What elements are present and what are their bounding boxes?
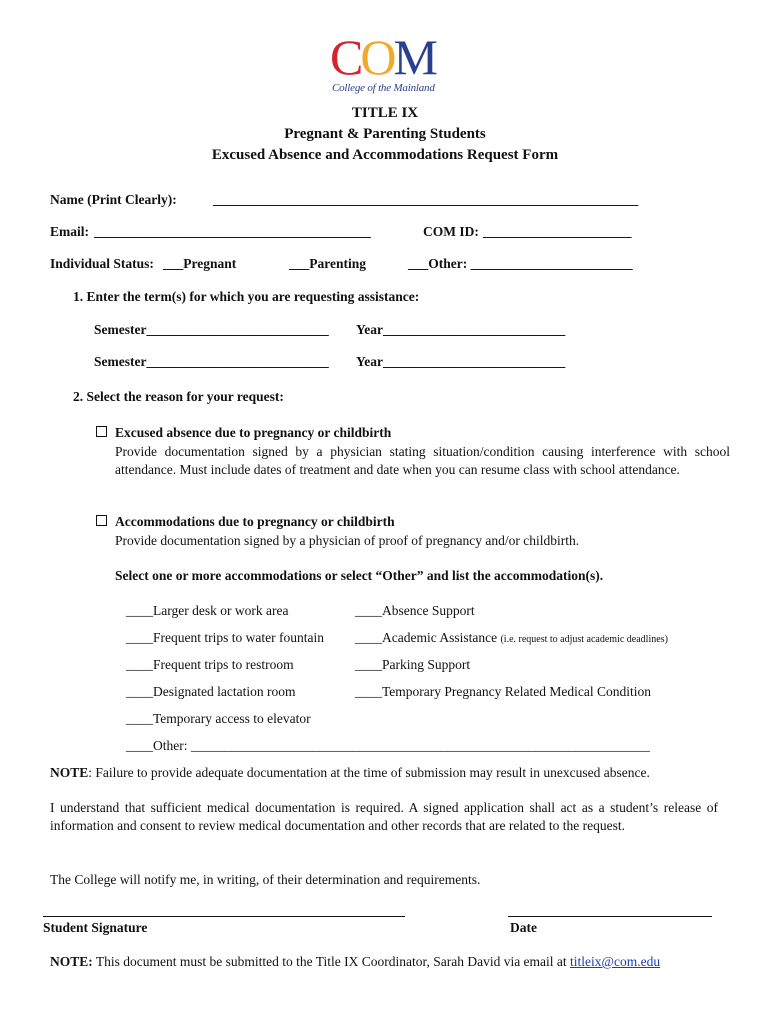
signature-line[interactable] bbox=[43, 916, 405, 917]
college-logo: COM College of the Mainland bbox=[330, 29, 435, 94]
semester-field-2[interactable]: Semester___________________________ bbox=[94, 354, 329, 369]
title-line-2: Pregnant & Parenting Students bbox=[284, 126, 486, 142]
accom-parking-support[interactable]: ____Parking Support bbox=[355, 657, 471, 672]
academic-note: (i.e. request to adjust academic deadlines) bbox=[500, 634, 668, 645]
status-pregnant[interactable]: ___Pregnant bbox=[163, 256, 237, 271]
year-field-2[interactable]: Year___________________________ bbox=[356, 354, 566, 369]
accom-elevator[interactable]: ____Temporary access to elevator bbox=[126, 711, 311, 726]
checkbox-icon[interactable] bbox=[96, 426, 107, 437]
accom-larger-desk[interactable]: ____Larger desk or work area bbox=[126, 603, 289, 618]
name-field[interactable]: _______________________________________________________________ bbox=[213, 192, 639, 207]
email-field[interactable]: _________________________________________ bbox=[94, 224, 371, 239]
question-1: 1. Enter the term(s) for which you are requesting assistance: bbox=[73, 289, 420, 304]
semester-field-1[interactable]: Semester___________________________ bbox=[94, 322, 329, 337]
title-line-1: TITLE IX bbox=[351, 105, 419, 121]
note-submission: NOTE: This document must be submitted to the Title IX Coordinator, Sarah David via email at titleix@com.edu bbox=[50, 954, 661, 969]
accom-academic-assistance[interactable]: ____Academic Assistance (i.e. request to adjust academic deadlines) bbox=[355, 630, 668, 645]
com-id-label: COM ID: bbox=[423, 224, 479, 239]
accommodations-intro: Select one or more accommodations or select “Other” and list the accommodation(s). bbox=[115, 568, 604, 583]
notification-statement: The College will notify me, in writing, of their determination and requirements. bbox=[50, 872, 481, 887]
question-2: 2. Select the reason for your request: bbox=[73, 389, 284, 404]
accom-other-field[interactable]: ____Other: ____________________________________________________________________ bbox=[126, 738, 650, 753]
option-accommodations-desc: Provide documentation signed by a physician of proof of pregnancy and/or childbirth. bbox=[115, 533, 580, 548]
accom-restroom[interactable]: ____Frequent trips to restroom bbox=[126, 657, 294, 672]
accom-lactation-room[interactable]: ____Designated lactation room bbox=[126, 684, 296, 699]
status-other[interactable]: ___Other: ________________________ bbox=[408, 256, 633, 271]
date-line[interactable] bbox=[508, 916, 712, 917]
option-excused-absence-desc: Provide documentation signed by a physician stating situation/condition causing interference with school attendance. Must include dates of treatment and date when you can resume class with school attendance. bbox=[115, 444, 730, 477]
understanding-statement: I understand that sufficient medical documentation is required. A signed application shall act as a student’s release of information and consent to review medical documentation and other records that are related to the request. bbox=[50, 800, 718, 833]
name-label: Name (Print Clearly): bbox=[50, 192, 177, 207]
note-documentation: NOTE: Failure to provide adequate documentation at the time of submission may result in unexcused absence. bbox=[50, 765, 650, 780]
title-line-3: Excused Absence and Accommodations Request Form bbox=[211, 147, 559, 163]
year-field-1[interactable]: Year___________________________ bbox=[356, 322, 566, 337]
date-label: Date bbox=[510, 920, 537, 935]
accom-water-fountain[interactable]: ____Frequent trips to water fountain bbox=[126, 630, 324, 645]
title-ix-email-link[interactable]: titleix@com.edu bbox=[570, 954, 661, 969]
checkbox-icon[interactable] bbox=[96, 515, 107, 526]
accom-absence-support[interactable]: ____Absence Support bbox=[355, 603, 475, 618]
option-accommodations[interactable]: Accommodations due to pregnancy or childbirth bbox=[96, 514, 395, 530]
accom-medical-condition[interactable]: ____Temporary Pregnancy Related Medical Condition bbox=[355, 684, 651, 699]
student-signature-label: Student Signature bbox=[43, 920, 148, 935]
com-id-field[interactable]: ______________________ bbox=[483, 224, 632, 239]
status-parenting[interactable]: ___Parenting bbox=[289, 256, 366, 271]
option-excused-absence[interactable]: Excused absence due to pregnancy or childbirth bbox=[96, 425, 391, 441]
status-label: Individual Status: bbox=[50, 256, 154, 271]
logo-tagline: College of the Mainland bbox=[332, 82, 435, 94]
email-label: Email: bbox=[50, 224, 89, 239]
